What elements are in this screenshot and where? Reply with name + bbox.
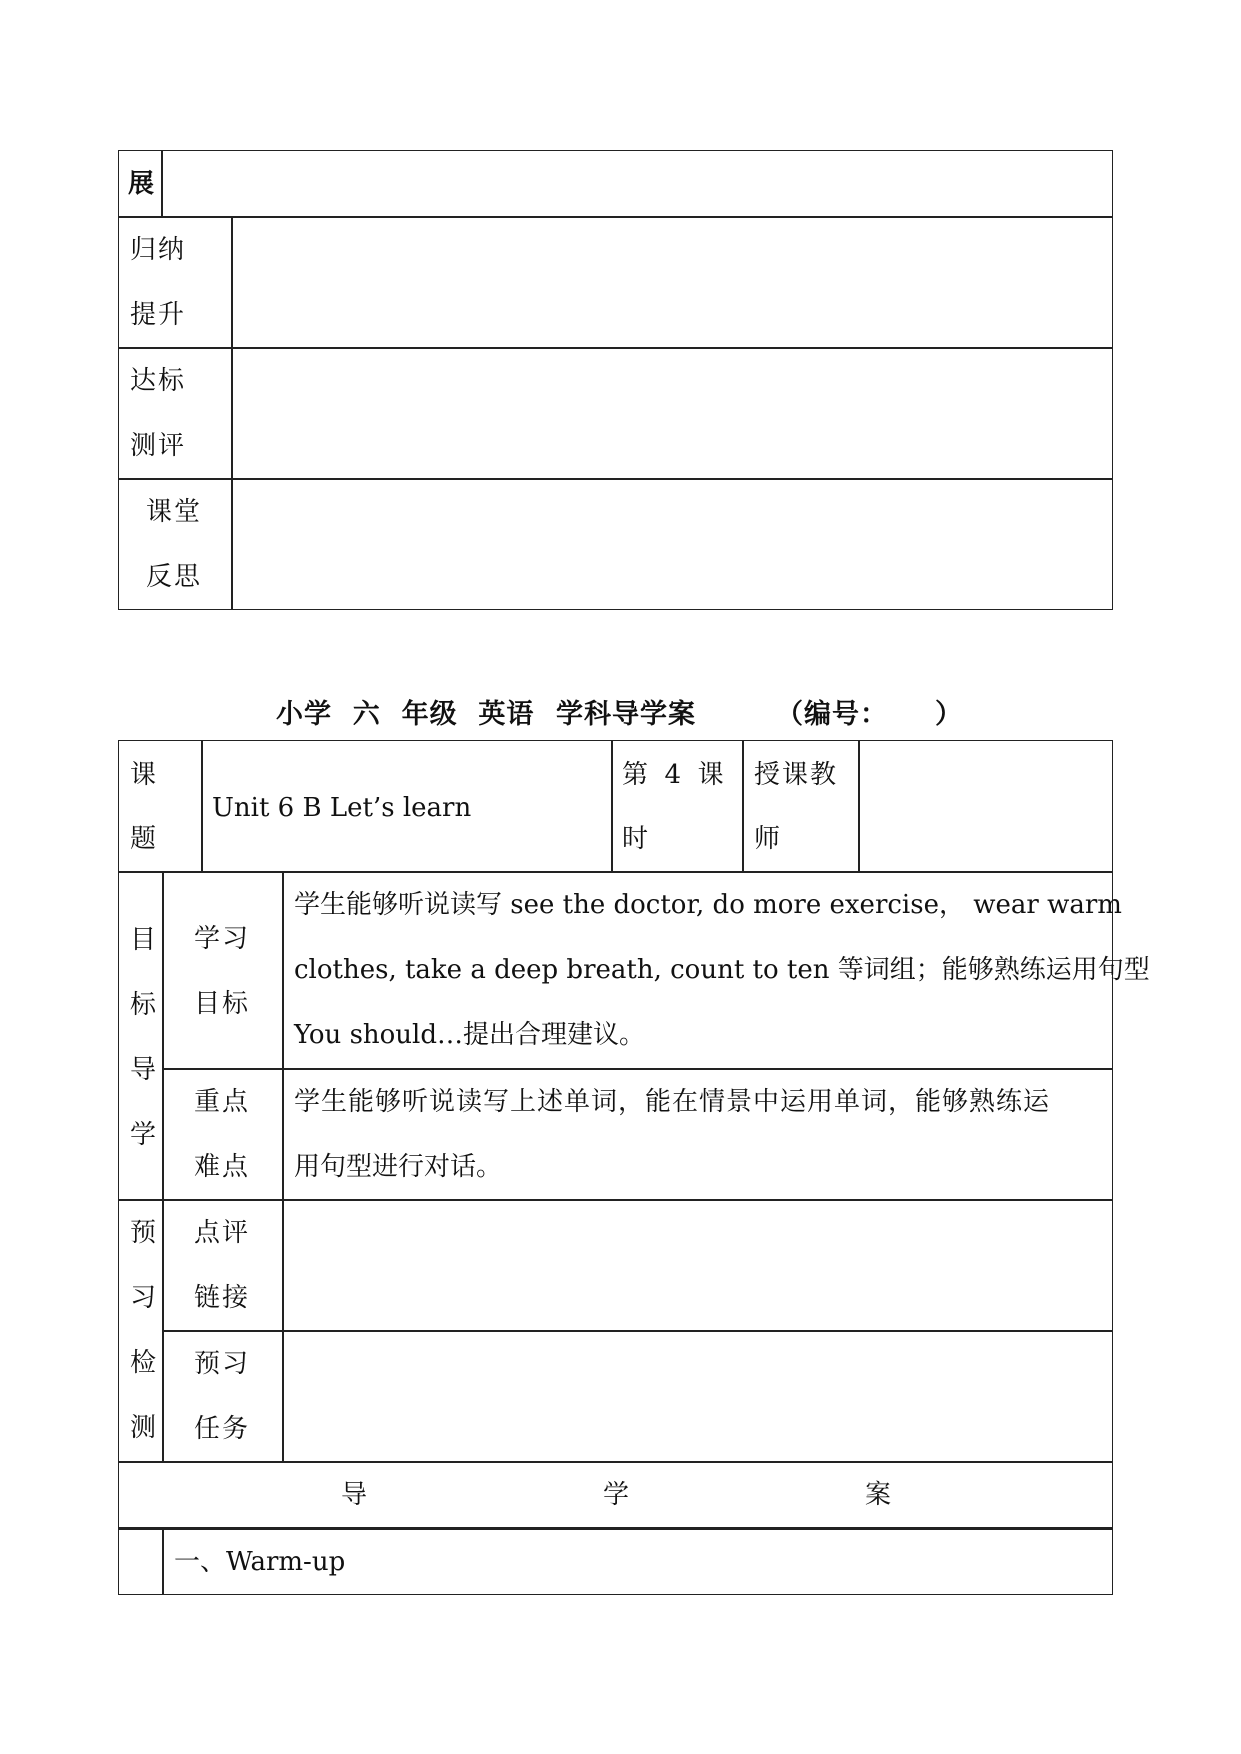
main-table-rule [611,740,613,872]
zhan-label: 展 [128,169,157,199]
keti-label-line1: 课 [130,760,157,790]
daoxuean-char: 学 [603,1480,630,1510]
xuexi-content-line3: You should…提出合理建议。 [294,1020,646,1050]
doc-heading-title: 学科导学案 [556,699,696,730]
main-table-rule [201,740,203,872]
daoxuean-char: 案 [865,1480,892,1510]
main-table-rule [742,740,744,872]
ketang-label-line2: 反思 [146,562,203,592]
unit-title: Unit 6 B Let’s learn [212,793,472,823]
yuxi-task-label-line2: 任务 [194,1414,251,1444]
mubiao-group-char: 导 [130,1055,157,1085]
yuxi-group-char: 检 [130,1348,157,1378]
keti-label-line2: 题 [130,824,157,854]
ketang-label-line1: 课堂 [146,497,203,527]
main-table-rule [162,1528,164,1595]
main-table-rule [282,871,284,1462]
top-table-rule [231,216,233,610]
yuxi-group-char: 测 [130,1413,157,1443]
top-table [118,150,1113,610]
teacher-label-line2: 师 [754,824,783,854]
top-table-rule [161,150,163,217]
main-table-rule [162,1330,1113,1332]
zhongdian-label-line1: 重点 [194,1087,251,1117]
xuexi-label-line2: 目标 [194,989,251,1019]
mubiao-group-char: 目 [130,925,157,955]
doc-heading-subject: 小学 六 年级 英语 [276,699,535,730]
lesson-number-line2: 时 [622,824,649,854]
xuexi-label-line1: 学习 [194,924,251,954]
yuxi-group-char: 预 [130,1218,157,1248]
xuexi-content-line1: 学生能够听说读写 see the doctor, do more exercise， wear warm [294,890,1122,920]
top-table-rule [118,478,1113,480]
doc-heading-number-close: ） [935,699,963,730]
guina-label-line1: 归纳 [130,235,187,265]
main-table-rule [858,740,860,872]
zhongdian-content-line2: 用句型进行对话。 [294,1152,503,1182]
daoxuean-char: 导 [341,1480,368,1510]
dianping-label-line1: 点评 [194,1218,251,1248]
doc-heading-number-label: （编号： [776,699,888,730]
top-table-rule [118,216,1113,218]
teacher-label-line1: 授课教 [754,760,839,790]
mubiao-group-char: 学 [130,1120,157,1150]
top-table-rule [118,347,1113,349]
dabiao-label-line1: 达标 [130,366,187,396]
yuxi-group-char: 习 [130,1283,157,1313]
mubiao-group-char: 标 [130,990,157,1020]
zhongdian-content-line1: 学生能够听说读写上述单词，能在情景中运用单词，能够熟练运 [294,1087,1051,1117]
guina-label-line2: 提升 [130,300,187,330]
warmup-heading: 一、Warm-up [174,1547,346,1577]
zhongdian-label-line2: 难点 [194,1152,251,1182]
main-table-rule [118,1199,1113,1201]
main-table-rule [162,871,164,1462]
yuxi-task-label-line1: 预习 [194,1349,251,1379]
xuexi-content-line2: clothes, take a deep breath, count to ten 等词组；能够熟练运用句型 [294,955,1150,985]
dianping-label-line2: 链接 [194,1283,251,1313]
lesson-number-line1: 第 4 课 [622,760,724,790]
dabiao-label-line2: 测评 [130,431,187,461]
